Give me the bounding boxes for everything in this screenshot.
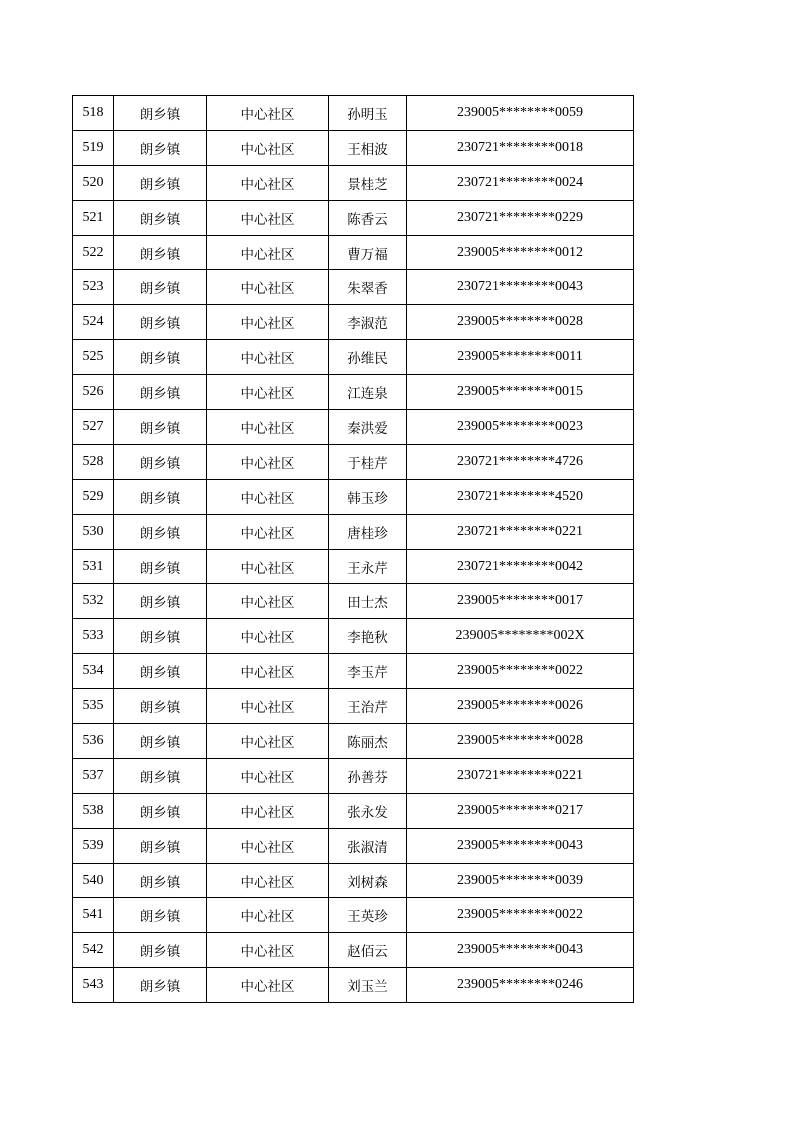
table-row [73, 96, 634, 131]
cell-person-name: 王相波 [329, 130, 407, 165]
cell-community: 中心社区 [207, 340, 329, 375]
cell-id-number: 239005********0011 [407, 340, 634, 375]
cell-number: 521 [73, 200, 114, 235]
cell-person-name: 赵佰云 [329, 933, 407, 968]
cell-town: 朗乡镇 [114, 619, 207, 654]
cell-person-name: 于桂芹 [329, 444, 407, 479]
cell-community: 中心社区 [207, 96, 329, 131]
cell-town: 朗乡镇 [114, 968, 207, 1003]
cell-number: 542 [73, 933, 114, 968]
cell-person-name: 田士杰 [329, 584, 407, 619]
cell-town: 朗乡镇 [114, 724, 207, 759]
table-row [73, 689, 634, 724]
cell-person-name: 张淑清 [329, 828, 407, 863]
cell-id-number: 239005********0015 [407, 375, 634, 410]
cell-town: 朗乡镇 [114, 444, 207, 479]
cell-community: 中心社区 [207, 828, 329, 863]
cell-number: 527 [73, 410, 114, 445]
cell-community: 中心社区 [207, 130, 329, 165]
cell-number: 537 [73, 758, 114, 793]
cell-community: 中心社区 [207, 724, 329, 759]
table-row [73, 305, 634, 340]
table-row [73, 200, 634, 235]
cell-id-number: 239005********002X [407, 619, 634, 654]
cell-id-number: 239005********0043 [407, 828, 634, 863]
cell-number: 519 [73, 130, 114, 165]
cell-id-number: 230721********0042 [407, 549, 634, 584]
table-row [73, 235, 634, 270]
table-row [73, 898, 634, 933]
cell-person-name: 刘树森 [329, 863, 407, 898]
cell-person-name: 刘玉兰 [329, 968, 407, 1003]
cell-person-name: 王治芹 [329, 689, 407, 724]
cell-community: 中心社区 [207, 410, 329, 445]
cell-community: 中心社区 [207, 235, 329, 270]
table-row [73, 968, 634, 1003]
cell-community: 中心社区 [207, 689, 329, 724]
table-row [73, 444, 634, 479]
cell-person-name: 王英珍 [329, 898, 407, 933]
cell-id-number: 230721********0221 [407, 758, 634, 793]
cell-id-number: 230721********0043 [407, 270, 634, 305]
cell-person-name: 江连泉 [329, 375, 407, 410]
cell-person-name: 陈丽杰 [329, 724, 407, 759]
cell-number: 532 [73, 584, 114, 619]
cell-number: 538 [73, 793, 114, 828]
cell-person-name: 孙明玉 [329, 96, 407, 131]
cell-number: 520 [73, 165, 114, 200]
cell-number: 535 [73, 689, 114, 724]
table-row [73, 410, 634, 445]
cell-town: 朗乡镇 [114, 130, 207, 165]
cell-town: 朗乡镇 [114, 654, 207, 689]
cell-number: 530 [73, 514, 114, 549]
cell-community: 中心社区 [207, 375, 329, 410]
cell-number: 524 [73, 305, 114, 340]
cell-number: 536 [73, 724, 114, 759]
cell-town: 朗乡镇 [114, 410, 207, 445]
cell-community: 中心社区 [207, 270, 329, 305]
cell-community: 中心社区 [207, 479, 329, 514]
cell-town: 朗乡镇 [114, 863, 207, 898]
cell-community: 中心社区 [207, 200, 329, 235]
roster-table [72, 95, 634, 1003]
cell-number: 529 [73, 479, 114, 514]
cell-community: 中心社区 [207, 584, 329, 619]
cell-town: 朗乡镇 [114, 270, 207, 305]
cell-id-number: 239005********0023 [407, 410, 634, 445]
cell-town: 朗乡镇 [114, 235, 207, 270]
cell-community: 中心社区 [207, 444, 329, 479]
cell-town: 朗乡镇 [114, 898, 207, 933]
cell-number: 540 [73, 863, 114, 898]
cell-id-number: 230721********4520 [407, 479, 634, 514]
cell-person-name: 李艳秋 [329, 619, 407, 654]
cell-town: 朗乡镇 [114, 479, 207, 514]
cell-id-number: 239005********0022 [407, 654, 634, 689]
table-row [73, 514, 634, 549]
cell-number: 531 [73, 549, 114, 584]
cell-number: 533 [73, 619, 114, 654]
cell-town: 朗乡镇 [114, 165, 207, 200]
cell-number: 523 [73, 270, 114, 305]
cell-community: 中心社区 [207, 898, 329, 933]
cell-id-number: 230721********0229 [407, 200, 634, 235]
cell-id-number: 239005********0012 [407, 235, 634, 270]
roster-table-body [73, 96, 634, 1003]
table-row [73, 724, 634, 759]
cell-id-number: 239005********0043 [407, 933, 634, 968]
cell-community: 中心社区 [207, 758, 329, 793]
cell-id-number: 230721********0221 [407, 514, 634, 549]
cell-person-name: 曹万福 [329, 235, 407, 270]
cell-community: 中心社区 [207, 933, 329, 968]
cell-community: 中心社区 [207, 549, 329, 584]
cell-person-name: 韩玉珍 [329, 479, 407, 514]
cell-town: 朗乡镇 [114, 200, 207, 235]
cell-person-name: 李玉芹 [329, 654, 407, 689]
cell-person-name: 孙善芬 [329, 758, 407, 793]
table-row [73, 933, 634, 968]
table-row [73, 619, 634, 654]
cell-town: 朗乡镇 [114, 689, 207, 724]
table-row [73, 863, 634, 898]
cell-number: 526 [73, 375, 114, 410]
cell-town: 朗乡镇 [114, 375, 207, 410]
cell-community: 中心社区 [207, 305, 329, 340]
cell-town: 朗乡镇 [114, 933, 207, 968]
table-row [73, 479, 634, 514]
cell-id-number: 239005********0028 [407, 305, 634, 340]
cell-person-name: 朱翠香 [329, 270, 407, 305]
cell-id-number: 230721********4726 [407, 444, 634, 479]
table-row [73, 654, 634, 689]
cell-id-number: 239005********0039 [407, 863, 634, 898]
table-row [73, 758, 634, 793]
cell-community: 中心社区 [207, 619, 329, 654]
cell-id-number: 239005********0022 [407, 898, 634, 933]
cell-number: 525 [73, 340, 114, 375]
table-row [73, 584, 634, 619]
cell-id-number: 230721********0018 [407, 130, 634, 165]
cell-community: 中心社区 [207, 165, 329, 200]
cell-number: 543 [73, 968, 114, 1003]
cell-person-name: 张永发 [329, 793, 407, 828]
table-row [73, 270, 634, 305]
cell-person-name: 唐桂珍 [329, 514, 407, 549]
cell-number: 528 [73, 444, 114, 479]
cell-town: 朗乡镇 [114, 584, 207, 619]
table-row [73, 165, 634, 200]
cell-person-name: 秦洪爱 [329, 410, 407, 445]
cell-town: 朗乡镇 [114, 758, 207, 793]
cell-number: 534 [73, 654, 114, 689]
cell-town: 朗乡镇 [114, 340, 207, 375]
cell-town: 朗乡镇 [114, 305, 207, 340]
cell-id-number: 239005********0246 [407, 968, 634, 1003]
cell-community: 中心社区 [207, 654, 329, 689]
cell-person-name: 景桂芝 [329, 165, 407, 200]
cell-town: 朗乡镇 [114, 793, 207, 828]
cell-person-name: 孙维民 [329, 340, 407, 375]
cell-town: 朗乡镇 [114, 514, 207, 549]
cell-community: 中心社区 [207, 514, 329, 549]
cell-town: 朗乡镇 [114, 96, 207, 131]
cell-id-number: 239005********0059 [407, 96, 634, 131]
cell-id-number: 230721********0024 [407, 165, 634, 200]
table-row [73, 828, 634, 863]
table-row [73, 340, 634, 375]
cell-person-name: 王永芹 [329, 549, 407, 584]
cell-number: 522 [73, 235, 114, 270]
cell-town: 朗乡镇 [114, 828, 207, 863]
cell-person-name: 李淑范 [329, 305, 407, 340]
cell-community: 中心社区 [207, 863, 329, 898]
cell-town: 朗乡镇 [114, 549, 207, 584]
table-row [73, 130, 634, 165]
cell-community: 中心社区 [207, 793, 329, 828]
cell-id-number: 239005********0026 [407, 689, 634, 724]
roster-page [72, 95, 634, 1003]
table-row [73, 549, 634, 584]
cell-number: 539 [73, 828, 114, 863]
cell-id-number: 239005********0017 [407, 584, 634, 619]
cell-id-number: 239005********0028 [407, 724, 634, 759]
table-row [73, 375, 634, 410]
cell-person-name: 陈香云 [329, 200, 407, 235]
cell-number: 518 [73, 96, 114, 131]
cell-id-number: 239005********0217 [407, 793, 634, 828]
cell-community: 中心社区 [207, 968, 329, 1003]
table-row [73, 793, 634, 828]
cell-number: 541 [73, 898, 114, 933]
